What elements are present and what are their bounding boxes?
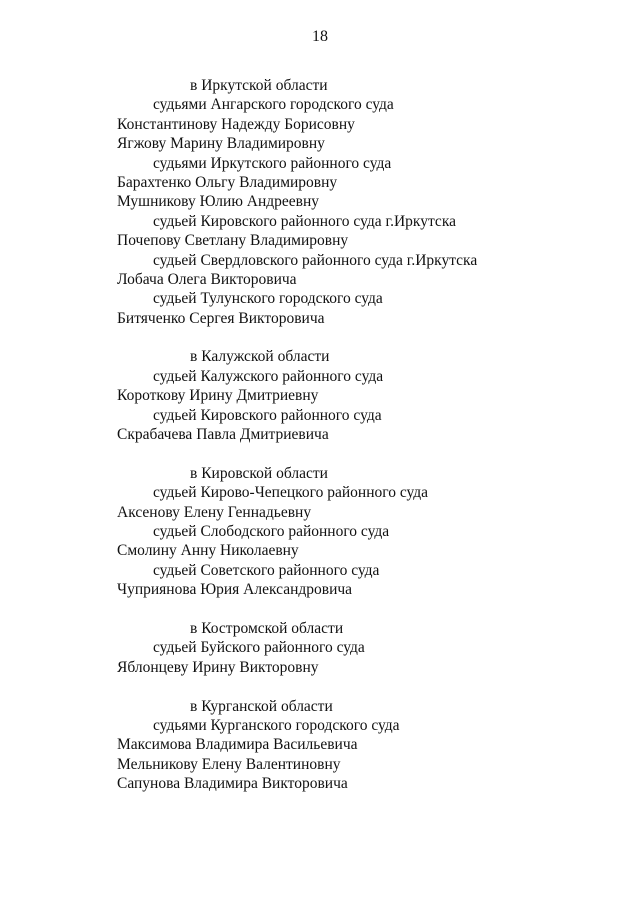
person-name: Константинову Надежду Борисовну [117, 115, 355, 133]
court-line: судьей Советского районного суда [153, 561, 380, 579]
person-name: Мушникову Юлию Андреевну [117, 193, 320, 211]
section-gap [0, 328, 640, 347]
region-heading: в Калужской области [190, 348, 330, 366]
court-line: судьей Буйского районного суда [153, 639, 365, 657]
court-line: судьей Слободского районного суда [153, 522, 390, 540]
person-name: Яблонцеву Ирину Викторовну [117, 658, 319, 676]
person-name: Максимова Владимира Васильевича [117, 736, 358, 754]
person-name: Скрабачева Павла Дмитриевича [117, 426, 329, 444]
court-line: судьей Калужского районного суда [153, 367, 384, 385]
court-line: судьей Кировского районного суда [153, 406, 382, 424]
section-kostroma [0, 619, 640, 677]
person-name: Барахтенко Ольгу Владимировну [117, 173, 338, 191]
court-line: судьей Тулунского городского суда [153, 290, 383, 308]
court-line: судьями Курганского городского суда [153, 716, 400, 734]
person-name: Почепову Светлану Владимировну [117, 232, 349, 250]
section-kirov [0, 464, 640, 600]
region-heading: в Курганской области [190, 697, 333, 715]
person-name: Ягжову Марину Владимировну [117, 135, 325, 153]
region-heading: в Иркутской области [190, 77, 328, 94]
court-line: судьей Кирово-Чепецкого районного суда [153, 484, 429, 502]
section-gap [0, 444, 640, 463]
person-name: Битяченко Сергея Викторовича [117, 309, 325, 327]
section-gap [0, 600, 640, 619]
court-line: судьями Иркутского районного суда [153, 154, 392, 172]
person-name: Лобача Олега Викторовича [117, 270, 297, 288]
court-line: судьей Свердловского районного суда г.Иркутска [153, 251, 478, 269]
person-name: Мельникову Елену Валентиновну [117, 755, 341, 773]
section-kurgan [0, 697, 640, 794]
section-irkutsk [0, 76, 640, 328]
court-line: судьей Кировского районного суда г.Иркутска [153, 212, 456, 230]
person-name: Смолину Анну Николаевну [117, 542, 299, 560]
appointment-list [0, 76, 640, 793]
person-name: Аксенову Елену Геннадьевну [117, 503, 312, 521]
person-name: Чуприянова Юрия Александровича [117, 581, 353, 599]
person-name: Сапунова Владимира Викторовича [117, 775, 348, 793]
region-heading: в Кировской области [190, 464, 328, 482]
region-heading: в Костромской области [190, 619, 344, 637]
section-gap [0, 677, 640, 696]
court-line: судьями Ангарского городского суда [153, 96, 394, 114]
person-name: Короткову Ирину Дмитриевну [117, 387, 319, 405]
section-kaluga [0, 347, 640, 444]
page-number: 18 [312, 28, 328, 45]
